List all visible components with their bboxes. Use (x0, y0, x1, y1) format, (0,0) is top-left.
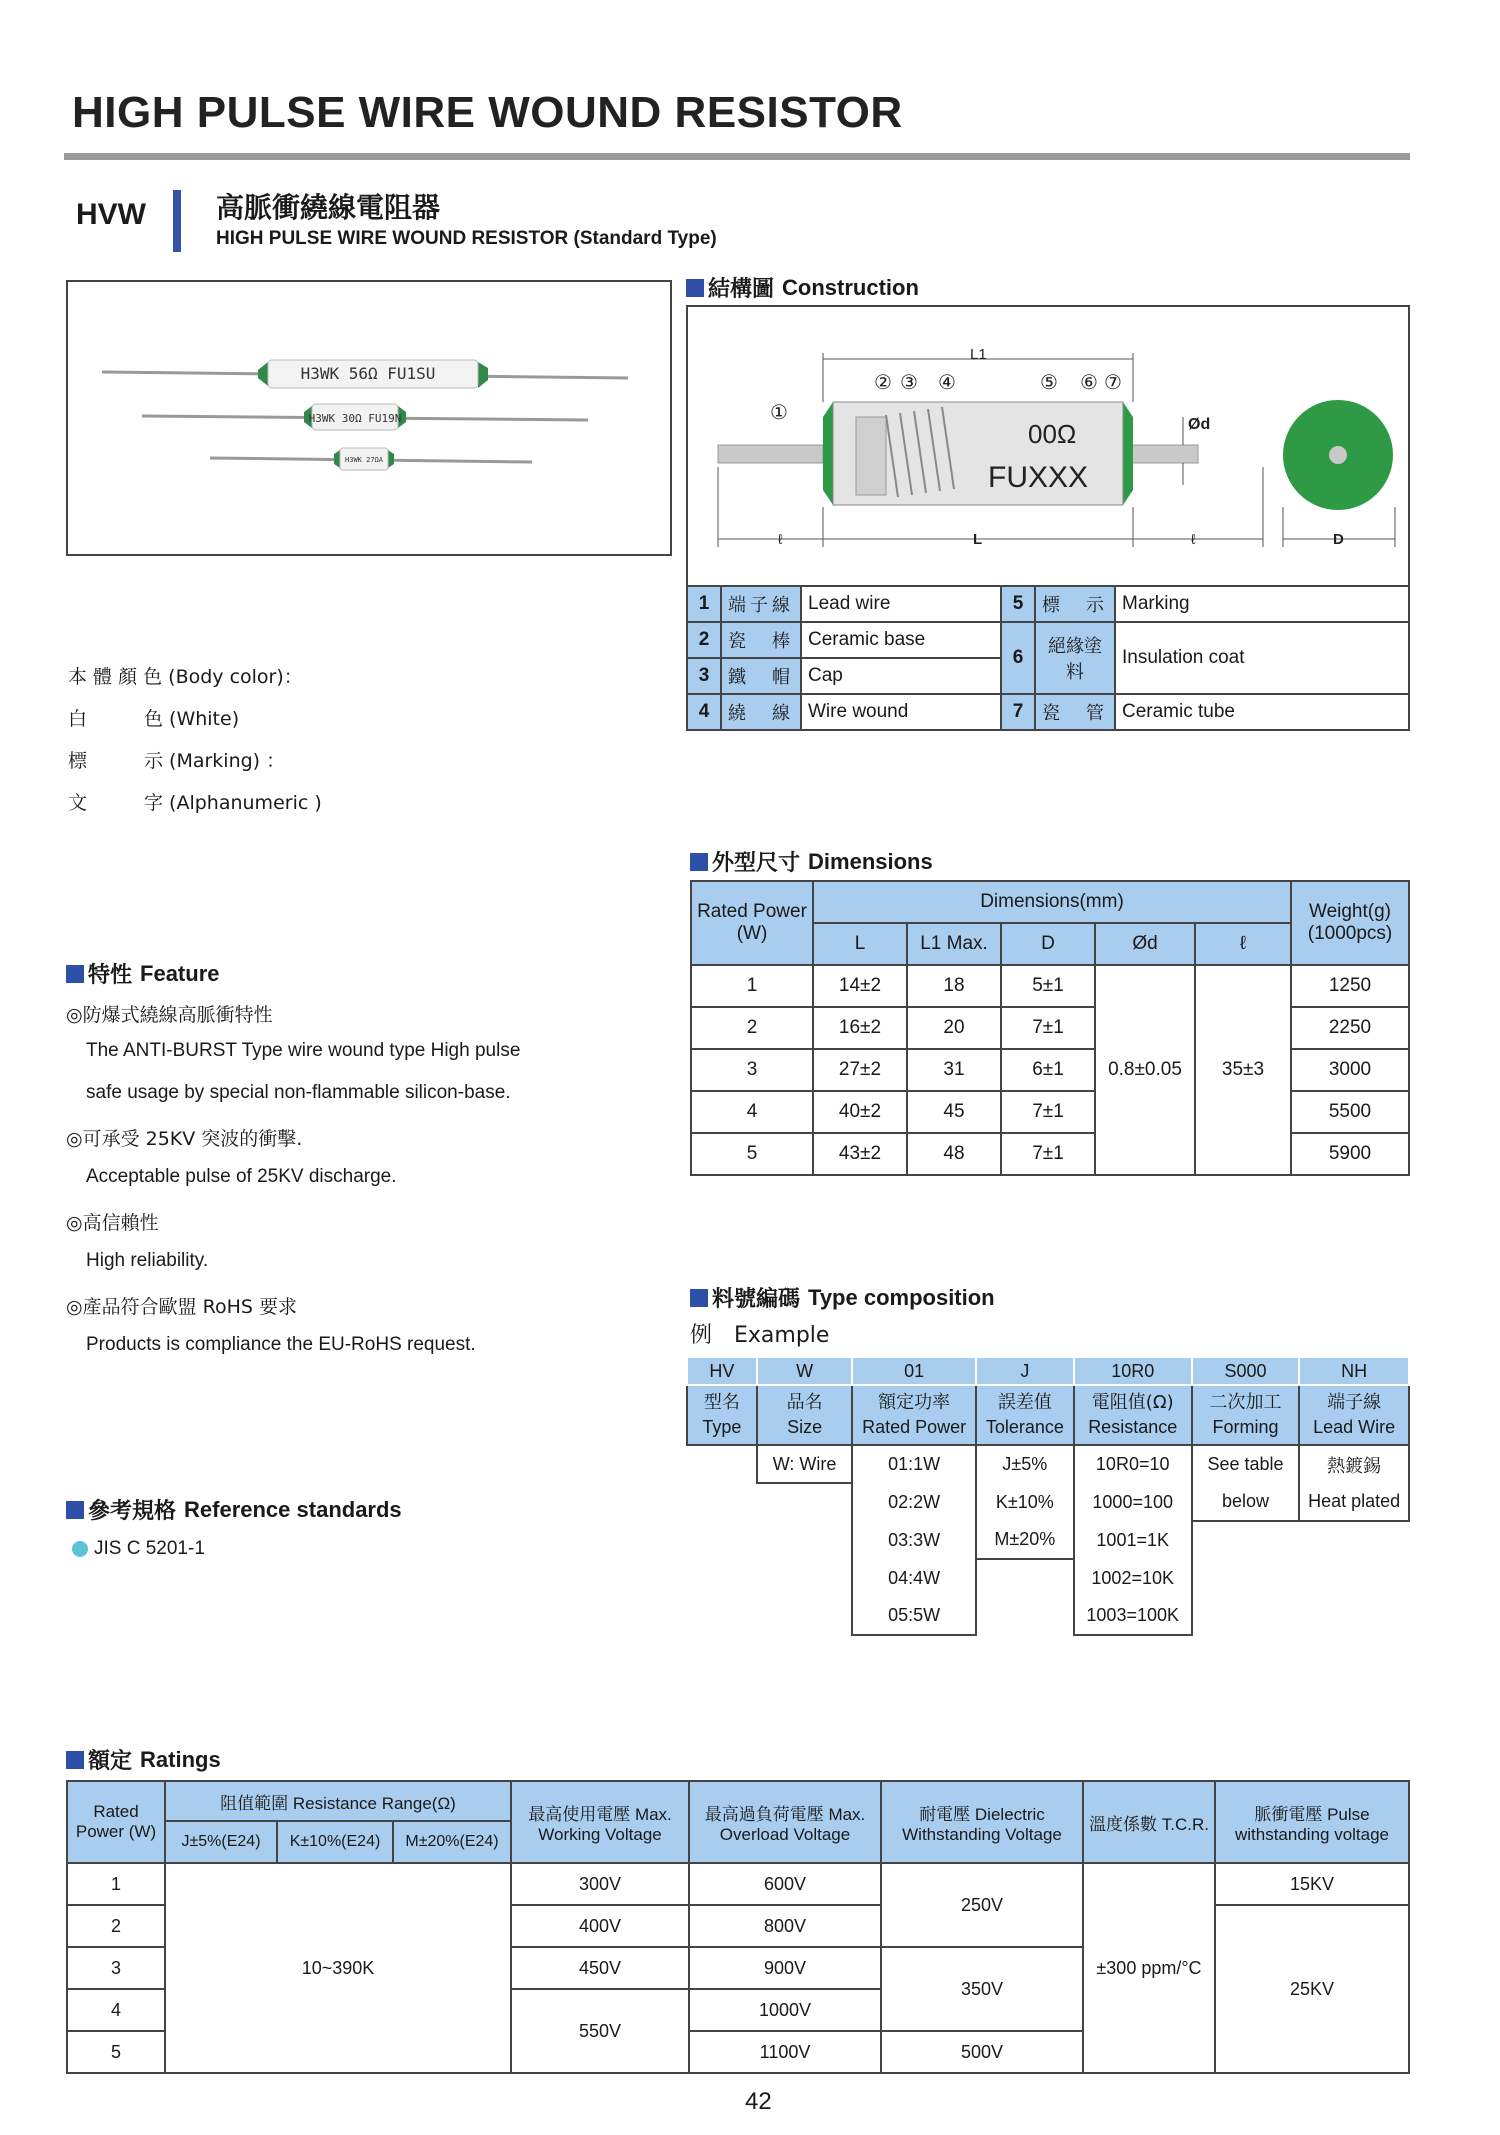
dim-l1-label: L1 (970, 346, 987, 363)
feature-heading: 特性 Feature (66, 958, 220, 989)
page-title: HIGH PULSE WIRE WOUND RESISTOR (72, 88, 903, 137)
construction-heading: 結構圖 Construction (686, 272, 919, 303)
table-row: 3 27±2 31 6±1 3000 (691, 1049, 1409, 1091)
dim-l-label: L (973, 531, 983, 548)
feature-line: safe usage by special non-flammable silicon-base. (86, 1082, 511, 1103)
callout-4: ④ (938, 372, 956, 394)
photo-label-1: H3WK 56Ω FU1SU (300, 364, 436, 383)
callout-3: ③ (900, 372, 918, 394)
page-number: 42 (745, 2088, 772, 2115)
table-row: 3 450V 900V 350V (67, 1947, 1409, 1989)
body-alpha-a: 文 (68, 792, 88, 814)
table-row: 5 43±2 48 7±1 5900 (691, 1133, 1409, 1175)
table-row: 02:2W K±10% 1000=100 below Heat plated (687, 1483, 1409, 1521)
table-row: 2 瓷 棒 Ceramic base 6 絕緣塗料 Insulation coat (687, 622, 1409, 658)
callout-5: ⑤ (1040, 372, 1058, 394)
table-row: 4 40±2 45 7±1 5500 (691, 1091, 1409, 1133)
callout-6: ⑥ (1080, 372, 1098, 394)
example-label: 例 Example (690, 1323, 830, 1348)
table-header-row: Rated Power (W) Dimensions(mm) Weight(g) (1000pcs) (691, 881, 1409, 923)
table-header-row: Rated Power (W) 阻值範圍 Resistance Range(Ω) 最高使用電壓 Max. Working Voltage 最高過負荷電壓 Max. Overload Voltage 耐電壓 Dielectric Withstanding Voltage 溫度係數 T.C.R. 脈衝電壓 Pulse withstanding voltage (67, 1781, 1409, 1821)
table-header-row: L L1 Max. D Ød ℓ (691, 923, 1409, 965)
section-marker (66, 965, 84, 983)
callout-1: ① (770, 402, 788, 424)
callout-7: ⑦ (1104, 372, 1122, 394)
feature-line: Acceptable pulse of 25KV discharge. (86, 1166, 397, 1187)
title-divider (64, 153, 1410, 160)
construction-drawing (686, 305, 1410, 585)
dimensions-table (690, 880, 1410, 1176)
reference-item: JIS C 5201-1 (72, 1538, 205, 1560)
feature-line: High reliability. (86, 1250, 209, 1271)
table-header-row: J±5%(E24) K±10%(E24) M±20%(E24) (67, 1821, 1409, 1863)
table-row: 1 10~390K 300V 600V 250V ±300 ppm/°C 15KV (67, 1863, 1409, 1905)
product-name-en: HIGH PULSE WIRE WOUND RESISTOR (Standard Type) (216, 228, 717, 249)
feature-line: ◎防爆式繞線高脈衝特性 (66, 1004, 273, 1026)
feature-line: The ANTI-BURST Type wire wound type High pulse (86, 1040, 521, 1061)
table-row: 4 繞 線 Wire wound 7 瓷 管 Ceramic tube (687, 694, 1409, 730)
table-row: 4 550V 1000V (67, 1989, 1409, 2031)
construction-parts-table (686, 585, 1410, 731)
resistor-cross-section-diagram (688, 307, 1408, 585)
dim-od-label: Ød (1188, 416, 1211, 433)
section-marker (66, 1751, 84, 1769)
section-marker (686, 279, 704, 297)
body-alpha-b: 字 (Alphanumeric ) (144, 792, 322, 814)
feature-line: ◎可承受 25KV 突波的衝擊. (66, 1128, 303, 1150)
body-marking-a: 標 (68, 750, 88, 772)
ratings-heading: 額定 Ratings (66, 1744, 221, 1775)
drawing-marking-1: 00Ω (1028, 419, 1077, 449)
table-row: 5 1100V 500V (67, 2031, 1409, 2073)
feature-line: ◎產品符合歐盟 RoHS 要求 (66, 1296, 297, 1318)
series-accent-bar (173, 190, 181, 252)
bullet-icon (72, 1541, 88, 1557)
table-row: 04:4W 1002=10K (687, 1559, 1409, 1597)
ratings-table (66, 1780, 1410, 2074)
dim-ell-right: ℓ (1191, 531, 1196, 547)
table-row: 1 14±2 18 5±1 0.8±0.05 35±3 1250 (691, 965, 1409, 1007)
feature-line: ◎高信賴性 (66, 1212, 159, 1234)
photo-label-3: H3WK 27ΩA (345, 456, 383, 464)
section-marker (690, 853, 708, 871)
table-row: W: Wire 01:1W J±5% 10R0=10 See table 熱鍍錫 (687, 1445, 1409, 1483)
photo-label-2: H3WK 30Ω FU19N (308, 412, 402, 425)
product-name-zh: 高脈衝繞線電阻器 (216, 191, 441, 224)
type-composition-heading: 料號編碼 Type composition (690, 1282, 995, 1313)
callout-2: ② (874, 372, 892, 394)
dim-d-label: D (1333, 531, 1344, 548)
table-row: 2 400V 800V 25KV (67, 1905, 1409, 1947)
table-row: 2 16±2 20 7±1 2250 (691, 1007, 1409, 1049)
section-marker (690, 1289, 708, 1307)
dim-ell-left: ℓ (778, 531, 783, 547)
table-row: 05:5W 1003=100K (687, 1597, 1409, 1635)
section-marker (66, 1501, 84, 1519)
body-marking-b: 示 (Marking) ： (144, 750, 286, 772)
dimensions-heading: 外型尺寸 Dimensions (690, 846, 933, 877)
body-color-label: 本 體 顏 色 (Body color)： (68, 666, 303, 688)
reference-heading: 參考規格 Reference standards (66, 1494, 402, 1525)
drawing-marking-2: FUXXX (988, 461, 1089, 494)
table-row: 1 端子線 Lead wire 5 標 示 Marking (687, 586, 1409, 622)
product-photo (66, 280, 672, 556)
body-white-a: 白 (68, 708, 88, 730)
type-composition-table (686, 1356, 1410, 1636)
feature-line: Products is compliance the EU-RoHS request. (86, 1334, 476, 1355)
series-code: HVW (76, 198, 146, 231)
body-white-b: 色 (White) (144, 708, 240, 730)
table-row: 03:3W M±20% 1001=1K (687, 1521, 1409, 1559)
table-row: 型名 Type 品名 Size 額定功率 Rated Power 誤差值 Tolerance 電阻值(Ω) Resistance 二次加工 Forming 端子線 Lead Wire (687, 1385, 1409, 1445)
table-row: HV W 01 J 10R0 S000 NH (687, 1357, 1409, 1385)
table-row: 3 鐵 帽 Cap (687, 658, 1409, 694)
resistor-photo-illustration (68, 282, 670, 554)
